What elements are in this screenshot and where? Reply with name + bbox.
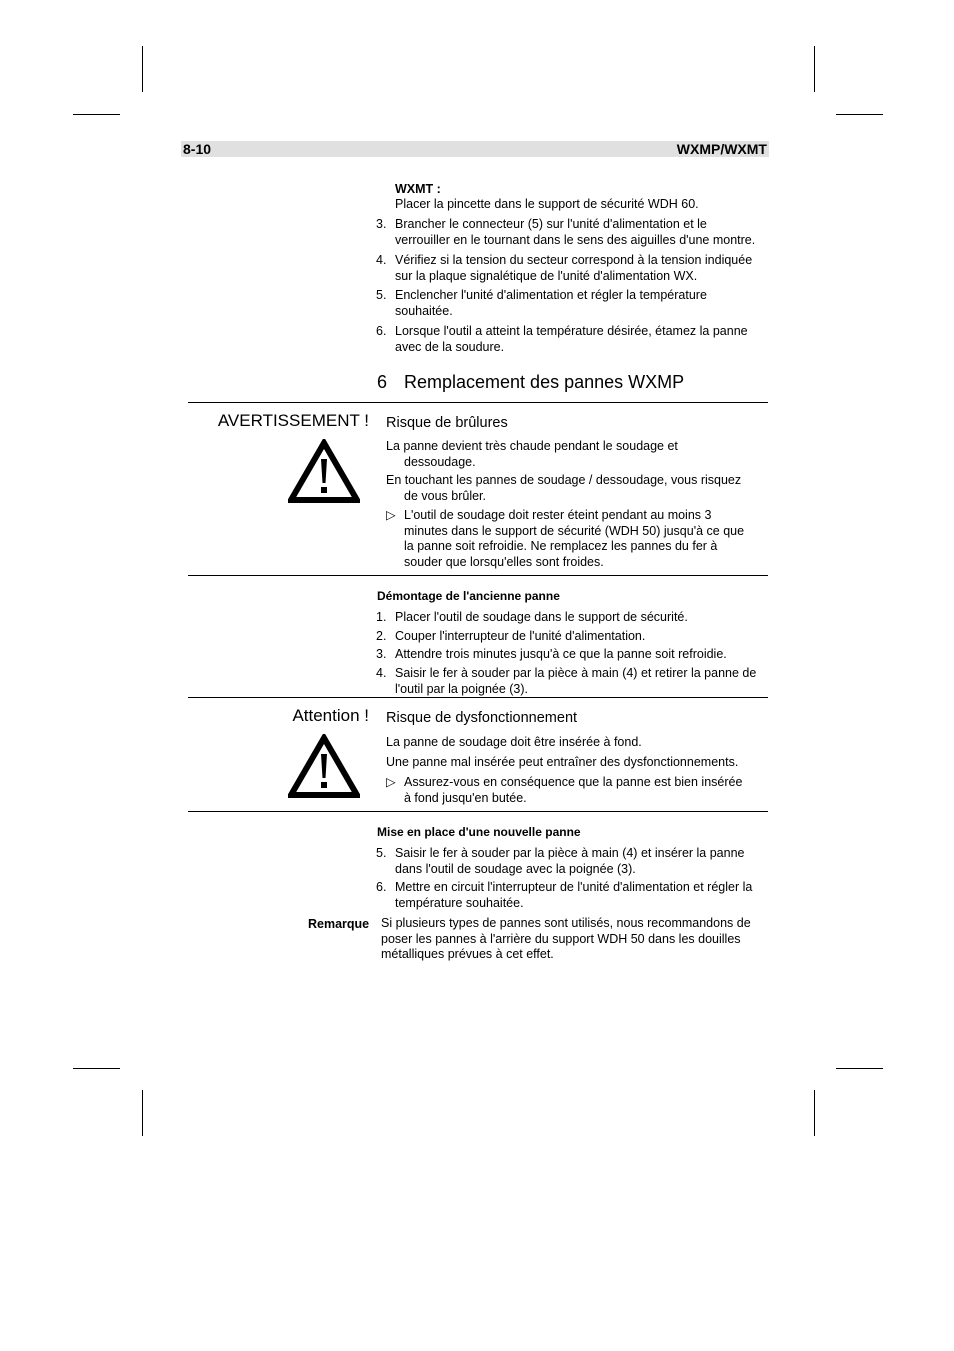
page-header	[181, 141, 769, 157]
warning-paragraph: Une panne mal insérée peut entraîner des dysfonctionnements.	[386, 755, 739, 769]
warning-heading: Risque de dysfonctionnement	[386, 710, 578, 726]
arrow-right-icon: ▷	[386, 508, 396, 522]
step-text: Attendre trois minutes jusqu'à ce que la panne soit refroidie.	[395, 647, 727, 661]
wxmt-text: Placer la pincette dans le support de sécurité WDH 60.	[395, 197, 699, 211]
step-number: 4.	[376, 666, 387, 680]
step-number: 6.	[376, 324, 387, 338]
step-text: Enclencher l'unité d'alimentation et régler la température souhaitée.	[395, 288, 707, 318]
crop-mark-top-right-horizontal	[836, 114, 883, 115]
warning-paragraph: La panne devient très chaude pendant le soudage et dessoudage.	[386, 439, 678, 469]
warning-triangle-icon	[288, 734, 360, 798]
step-text: Vérifiez si la tension du secteur correspond à la tension indiquée sur la plaque signalétique de l'unité d'alimentation WX.	[395, 253, 753, 283]
page-number: 8-10	[183, 141, 212, 157]
warning-action-text: Assurez-vous en conséquence que la panne est bien insérée à fond jusqu'en butée.	[404, 775, 743, 805]
warning-label: Attention !	[292, 706, 369, 725]
step-number: 1.	[376, 610, 387, 624]
divider	[188, 575, 768, 576]
arrow-right-icon: ▷	[386, 775, 396, 789]
step-number: 6.	[376, 880, 387, 894]
crop-mark-bottom-right-horizontal	[836, 1068, 883, 1069]
step-number: 3.	[376, 217, 387, 231]
warning-label: AVERTISSEMENT !	[217, 411, 369, 430]
divider	[188, 811, 768, 812]
warning-heading: Risque de brûlures	[386, 415, 508, 431]
step-text: Placer l'outil de soudage dans le support de sécurité.	[395, 610, 688, 624]
divider	[188, 697, 768, 698]
crop-mark-bottom-left-horizontal	[73, 1068, 120, 1069]
install-heading: Mise en place d'une nouvelle panne	[377, 825, 581, 839]
removal-heading: Démontage de l'ancienne panne	[377, 589, 560, 603]
warning-paragraph: La panne de soudage doit être insérée à fond.	[386, 735, 642, 749]
step-number: 5.	[376, 288, 387, 302]
step-text: Saisir le fer à souder par la pièce à main (4) et retirer la panne de l'outil par la poignée (3).	[395, 666, 757, 696]
crop-mark-bottom-left-vertical	[142, 1090, 143, 1136]
step-text: Couper l'interrupteur de l'unité d'alimentation.	[395, 629, 646, 643]
model-name: WXMP/WXMT	[676, 141, 767, 157]
note-label: Remarque	[308, 917, 370, 931]
crop-mark-top-left-horizontal	[73, 114, 120, 115]
section-title	[377, 371, 684, 393]
crop-mark-bottom-right-vertical	[814, 1090, 815, 1136]
warning-paragraph: En touchant les pannes de soudage / dessoudage, vous risquez de vous brûler.	[386, 473, 742, 503]
warning-triangle-icon	[288, 439, 360, 503]
wxmt-label: WXMT :	[395, 182, 441, 196]
divider	[188, 402, 768, 403]
section-title-text: Remplacement des pannes WXMP	[404, 372, 685, 392]
step-text: Saisir le fer à souder par la pièce à main (4) et insérer la panne dans l'outil de soudage avec la poignée (3).	[395, 846, 745, 876]
section-number: 6	[377, 372, 388, 392]
warning-action-text: L'outil de soudage doit rester éteint pendant au moins 3 minutes dans le support de sécurité (WDH 50) jusqu'à ce que la panne soit refroidie. Ne remplacez les pannes du fer à souder que lorsqu'elles sont froides.	[404, 508, 745, 569]
crop-mark-top-right-vertical	[814, 46, 815, 92]
step-number: 4.	[376, 253, 387, 267]
step-text: Brancher le connecteur (5) sur l'unité d'alimentation et le verrouiller en le tournant dans le sens des aiguilles d'une montre.	[395, 217, 756, 247]
step-number: 2.	[376, 629, 387, 643]
step-number: 5.	[376, 846, 387, 860]
step-number: 3.	[376, 647, 387, 661]
note-text: Si plusieurs types de pannes sont utilisés, nous recommandons de poser les pannes à l'arrière du support WDH 50 dans les douilles métalliques prévues à cet effet.	[381, 916, 751, 962]
crop-mark-top-left-vertical	[142, 46, 143, 92]
step-text: Mettre en circuit l'interrupteur de l'unité d'alimentation et régler la température souhaitée.	[395, 880, 753, 910]
step-text: Lorsque l'outil a atteint la température désirée, étamez la panne avec de la soudure.	[395, 324, 748, 354]
